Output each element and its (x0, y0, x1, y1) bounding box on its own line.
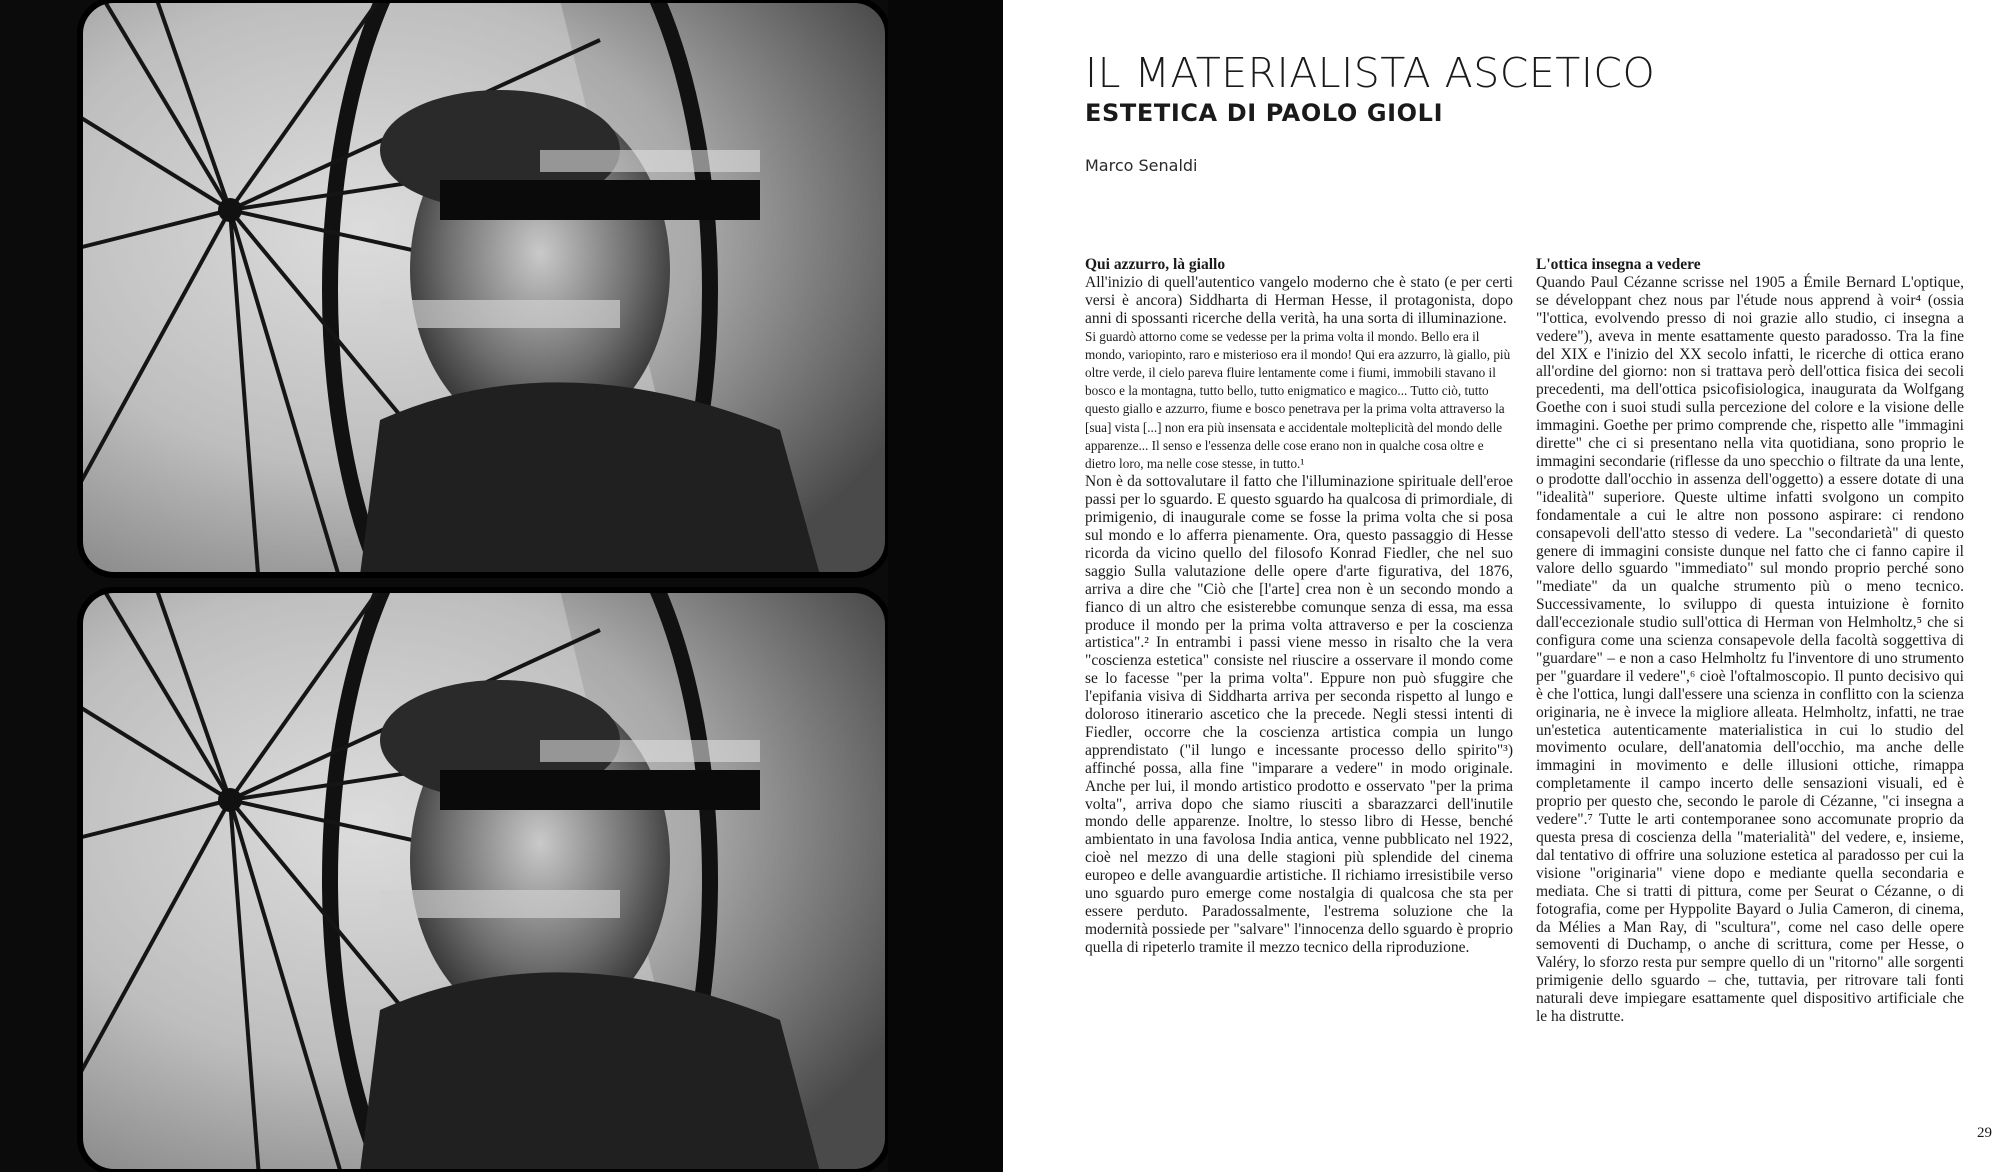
article-author: Marco Senaldi (1085, 156, 1198, 175)
text-column-left (1085, 256, 1513, 957)
film-strip-photograph (0, 0, 1003, 1172)
intro-paragraph: All'inizio di quell'autentico vangelo moderno che è stato (e per certi versi è ancora) Siddharta di Herman Hesse, il protagonista, dopo anni di spossanti ricerche della verità, ha una sorta di illuminazione. (1085, 273, 1513, 327)
body-paragraph-left: Non è da sottovalutare il fatto che l'illuminazione spirituale dell'eroe passi per lo sguardo. E questo sguardo ha qualcosa di primordiale, di primigenio, di inaugurale come se fosse la prima volta che si posa sul mondo e lo afferra pienamente. Ora, questo passaggio di Hesse ricorda da vicino quello del filosofo Konrad Fiedler, che nel suo saggio Sulla valutazione delle opere d'arte figurativa, del 1876, arriva a dire che "Ciò che [l'arte] crea non è un secondo mondo a fianco di un altro che esisterebbe comunque senza di essa, ma essa produce il mondo per la prima volta attraverso e per la coscienza artistica".² In entrambi i passi viene messo in risalto che la vera "coscienza estetica" consiste nel riuscire a osservare il mondo come se lo facesse "per la prima volta". Eppure non può sfuggire che l'epifania visiva di Siddharta arriva per seconda rispetto al lungo e doloroso itinerario ascetico che la precede. Negli stessi intenti di Fiedler, occorre che la coscienza artistica compia un lungo apprendistato ("il lungo e incessante processo dello spirito"³) affinché possa, alla fine "imparare a vedere" in modo originale. Anche per lui, il mondo artistico prodotto e osservato "per la prima volta", arriva dopo che siamo riusciti a sbarazzarci dell'inutile mondo delle apparenze. Inoltre, lo stesso libro di Hesse, benché ambientato in una favolosa India antica, venne pubblicato nel 1922, cioè nel mezzo di una delle stagioni più splendide del cinema europeo e delle avanguardie artistiche. Il richiamo irresistibile verso uno sguardo puro emerge come nostalgia di qualcosa che sta per essere perduto. Paradossalmente, l'estrema soluzione che la modernità possiede per "salvare" l'innocenza dello sguardo è proprio quella di ripeterlo tramite il mezzo tecnico della riproduzione. (1085, 473, 1513, 956)
text-column-right (1536, 256, 1964, 1026)
film-strip-wheel-portrait-icon (0, 0, 1003, 1172)
article-title: IL MATERIALISTA ASCETICO (1085, 49, 1656, 97)
block-quote: Si guardò attorno come se vedesse per la prima volta il mondo. Bello era il mondo, variopinto, raro e misterioso era il mondo! Qui era azzurro, là giallo, più oltre verde, il cielo pareva fluire lentamente come i fiumi, immobili stavano il bosco e la montagna, tutto bello, tutto enigmatico e magico... Tutto ciò, tutto questo giallo e azzurro, fiume e bosco penetrava per la prima volta attraverso la [sua] vista [...] non era più insensata e accidentale molteplicità del mondo delle apparenze... Il senso e l'essenza delle cose erano non in qualche cosa oltre e dietro loro, ma nelle cose stesse, in tutto.¹ (1085, 328, 1511, 472)
article-header (1085, 48, 1655, 175)
page-number: 29 (1977, 1125, 1992, 1141)
section-heading-left: Qui azzurro, là giallo (1085, 256, 1226, 273)
section-heading-right: L'ottica insegna a vedere (1536, 256, 1701, 273)
body-paragraph-right: Quando Paul Cézanne scrisse nel 1905 a Émile Bernard L'optique, se développant chez nous par l'étude nous apprend à voir⁴ (ossia "l'ottica, evolvendo presso di noi grazie allo studio, ci insegna a vedere"), aveva in mente esattamente questo paradosso. Tra la fine del XIX e l'inizio del XX secolo infatti, le ricerche di ottica erano all'ordine del giorno: non si trattava però dell'ottica fisica dei secoli precedenti, ma dell'ottica psicofisiologica, inaugurata da Wolfgang Goethe con i suoi studi sulla percezione del colore e la visione delle immagini. Goethe per primo comprende che, rispetto alle "immagini dirette" che ci si presentano nella vita quotidiana, sono proprio le immagini secondarie (riflesse da uno specchio o filtrate da una lente, o prodotte dall'occhio in assenza dell'oggetto) a essere dotate di una "idealità" superiore. Queste ultime infatti svolgono un compito fondamentale a cui le altre non possono aspirare: ci rendono consapevoli dell'atto stesso di vedere. La "secondarietà" di questo genere di immagini consiste dunque nel fatto che ci fanno capire il valore dello sguardo "immediato" sul mondo proprio perché sono "mediate" da un qualche strumento più o meno tecnico. Successivamente, lo sviluppo di questa intuizione è fornito dall'eccezionale studio sull'ottica di Herman von Helmholtz,⁵ che si configura come una scienza consapevole della facoltà soggettiva di "guardare" – e non a caso Helmholtz fu l'inventore di uno strumento per "guardare il vedere",⁶ cioè l'oftalmoscopio. Il punto decisivo qui è che l'ottica, lungi dall'essere una scienza in conflitto con la scienza originaria, ne è invece la migliore alleata. Helmholtz, infatti, ne trae un'estetica autenticamente materialistica in cui lo studio del movimento oculare, dell'anatomia dell'occhio, ma anche delle immagini in movimento e delle illusioni ottiche, rimappa completamente il campo incerto delle sensazioni visuali, ed è proprio per questo che, secondo le parole di Cézanne, "ci insegna a vedere".⁷ Tutte le arti contemporanee sono accomunate proprio da questa presa di coscienza della "materialità" del vedere, e, insieme, dal tentativo di offrire una soluzione estetica al paradosso per cui la visione "originaria" viene dopo e mediante quella secondaria e mediata. Che si tratti di pittura, come per Seurat o Cézanne, o di fotografia, come per Hyppolite Bayard o Julia Cameron, di cinema, da Mélies a Man Ray, di "scultura", come nel caso delle opere semoventi di Duchamp, o anche di scrittura, come per Hesse, o Valéry, lo sforzo resta pur sempre quello di un "ritorno" alle sorgenti primigenie dello sguardo – che, tuttavia, per ritrovare tali fonti naturali deve impiegare esattamente quel dispositivo artificiale che le ha distrutte. (1536, 273, 1964, 1026)
article-subtitle: ESTETICA DI PAOLO GIOLI (1085, 99, 1444, 127)
